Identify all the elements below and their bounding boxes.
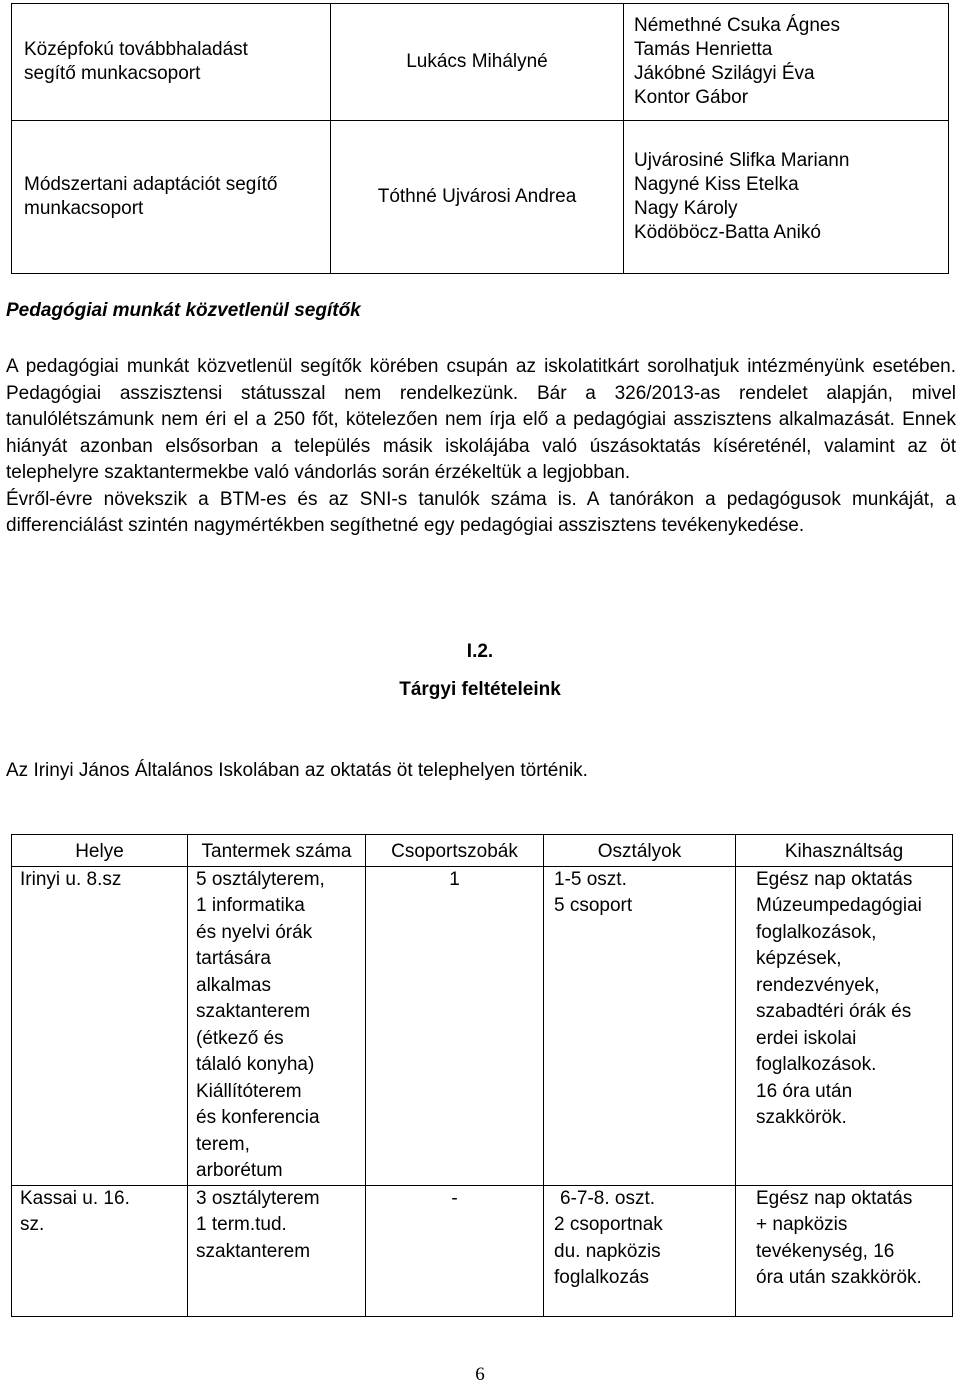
intro-sentence: Az Irinyi János Általános Iskolában az oktatás öt telephelyen történik. bbox=[6, 760, 588, 781]
cell-helye bbox=[12, 1185, 188, 1316]
member-name: Jákóbné Szilágyi Éva bbox=[634, 63, 815, 84]
paragraph-text: Évről-évre növekszik a BTM-es és az SNI-s tanulók száma is. A tanórákon a pedagógusok munkáját, a differenciálást szintén nagymértékben segíthetné egy pedagógiai asszisztens tevékenykedése. bbox=[6, 488, 956, 536]
header-kihasznaltsag: Kihasználtság bbox=[736, 835, 953, 867]
cell-line: szaktanterem bbox=[196, 1001, 311, 1022]
cell-kihasznaltsag bbox=[736, 866, 953, 1185]
cell-kihasznaltsag bbox=[736, 1185, 953, 1316]
staff-table bbox=[11, 3, 949, 274]
member-name: Némethné Csuka Ágnes bbox=[634, 15, 840, 36]
cell-line: és konferencia bbox=[196, 1107, 320, 1128]
cell-line: szakkörök. bbox=[756, 1107, 847, 1128]
cell-line: rendezvények, bbox=[756, 974, 880, 996]
group-name-cell bbox=[12, 4, 331, 121]
cell-line: tevékenység, 16 bbox=[756, 1240, 895, 1262]
cell-line: alkalmas bbox=[196, 974, 271, 996]
member-name: Nagyné Kiss Etelka bbox=[634, 174, 799, 195]
cell-osztalyok bbox=[544, 1185, 736, 1316]
cell-line: Kassai u. 16. bbox=[20, 1187, 130, 1209]
group-leader-cell: Tóthné Ujvárosi Andrea bbox=[331, 121, 624, 274]
chapter-title: Tárgyi feltételeink bbox=[399, 679, 561, 700]
section-heading: Pedagógiai munkát közvetlenül segítők bbox=[6, 300, 361, 321]
table-header-row bbox=[12, 835, 953, 867]
group-name-cell bbox=[12, 121, 331, 274]
section-paragraph bbox=[6, 354, 956, 540]
cell-line: 6-7-8. oszt. bbox=[560, 1187, 656, 1209]
cell-tantermek bbox=[188, 1185, 366, 1316]
cell-tantermek bbox=[188, 866, 366, 1185]
header-osztalyok: Osztályok bbox=[544, 835, 736, 867]
page-number: 6 bbox=[475, 1364, 485, 1385]
cell-line: arborétum bbox=[196, 1160, 283, 1181]
group-name-line: Középfokú továbbhaladást bbox=[24, 39, 248, 60]
cell-line: óra után szakkörök. bbox=[756, 1267, 922, 1288]
member-name: Tamás Henrietta bbox=[634, 39, 773, 60]
member-name: Kontor Gábor bbox=[634, 87, 749, 108]
cell-line: Egész nap oktatás bbox=[756, 868, 913, 890]
member-name: Ujvárosiné Slifka Mariann bbox=[634, 150, 850, 171]
chapter-number: I.2. bbox=[466, 641, 494, 662]
staff-row bbox=[12, 4, 949, 121]
member-name: Nagy Károly bbox=[634, 198, 738, 219]
cell-line: képzések, bbox=[756, 948, 842, 969]
cell-line: szaktanterem bbox=[196, 1240, 311, 1262]
cell-line: 2 csoportnak bbox=[554, 1214, 663, 1235]
cell-line: erdei iskolai bbox=[756, 1027, 857, 1049]
staff-row bbox=[12, 121, 949, 274]
cell-line: Kiállítóterem bbox=[196, 1080, 302, 1102]
cell-line: 5 csoport bbox=[554, 895, 633, 916]
group-name-line: Módszertani adaptációt segítő bbox=[24, 174, 278, 195]
cell-line: foglalkozások, bbox=[756, 921, 877, 943]
cell-line: 5 osztályterem, bbox=[196, 868, 325, 890]
cell-line: sz. bbox=[20, 1214, 45, 1235]
cell-line: du. napközis bbox=[554, 1240, 661, 1262]
group-members-cell bbox=[624, 4, 949, 121]
group-name-line: segítő munkacsoport bbox=[24, 63, 201, 84]
group-name-line: munkacsoport bbox=[24, 198, 144, 219]
cell-line: 3 osztályterem bbox=[196, 1187, 320, 1209]
member-name: Ködöböcz-Batta Anikó bbox=[634, 222, 821, 243]
cell-line: + napközis bbox=[756, 1214, 848, 1235]
cell-line: foglalkozások. bbox=[756, 1054, 877, 1075]
locations-table bbox=[11, 834, 953, 1317]
cell-line: Múzeumpedagógiai bbox=[756, 895, 922, 916]
table-row bbox=[12, 866, 953, 1185]
cell-osztalyok bbox=[544, 866, 736, 1185]
group-members-cell bbox=[624, 121, 949, 274]
cell-csoportszobak: - bbox=[366, 1185, 544, 1316]
table-row bbox=[12, 1185, 953, 1316]
cell-line: 16 óra után bbox=[756, 1080, 853, 1102]
header-tantermek: Tantermek száma bbox=[188, 835, 366, 867]
paragraph-text: A pedagógiai munkát közvetlenül segítők körében csupán az iskolatitkárt sorolhatjuk intézményünk esetében. Pedagógiai asszisztensi státusszal nem rendelkezünk. Bár a 326/2013-as rendelet alapján, mivel tanulólétszámunk nem éri el a 250 főt, kötelezően nem írja elő a pedagógiai asszisztens alkalmazását. Ennek hiányát azonban elsősorban a település másik iskolájába való úszásoktatás kíséreténél, valamint az öt telephelyre szaktantermekbe való vándorlás során érzékeltük a legjobban. bbox=[6, 356, 956, 483]
cell-line: 1 term.tud. bbox=[196, 1214, 287, 1235]
cell-line: (étkező és bbox=[196, 1027, 284, 1049]
cell-line: tálaló konyha) bbox=[196, 1054, 315, 1075]
cell-line: Egész nap oktatás bbox=[756, 1187, 913, 1209]
cell-line: szabadtéri órák és bbox=[756, 1001, 912, 1022]
group-leader-cell: Lukács Mihályné bbox=[331, 4, 624, 121]
cell-line: foglalkozás bbox=[554, 1267, 650, 1288]
cell-line: terem, bbox=[196, 1133, 250, 1155]
header-csoportszobak: Csoportszobák bbox=[366, 835, 544, 867]
cell-line: és nyelvi órák bbox=[196, 921, 313, 943]
cell-line: 1 informatika bbox=[196, 895, 305, 916]
cell-csoportszobak: 1 bbox=[366, 866, 544, 1185]
header-helye: Helye bbox=[12, 835, 188, 867]
cell-line: 1-5 oszt. bbox=[554, 868, 627, 890]
cell-line: tartására bbox=[196, 948, 271, 969]
cell-helye: Irinyi u. 8.sz bbox=[12, 866, 188, 1185]
